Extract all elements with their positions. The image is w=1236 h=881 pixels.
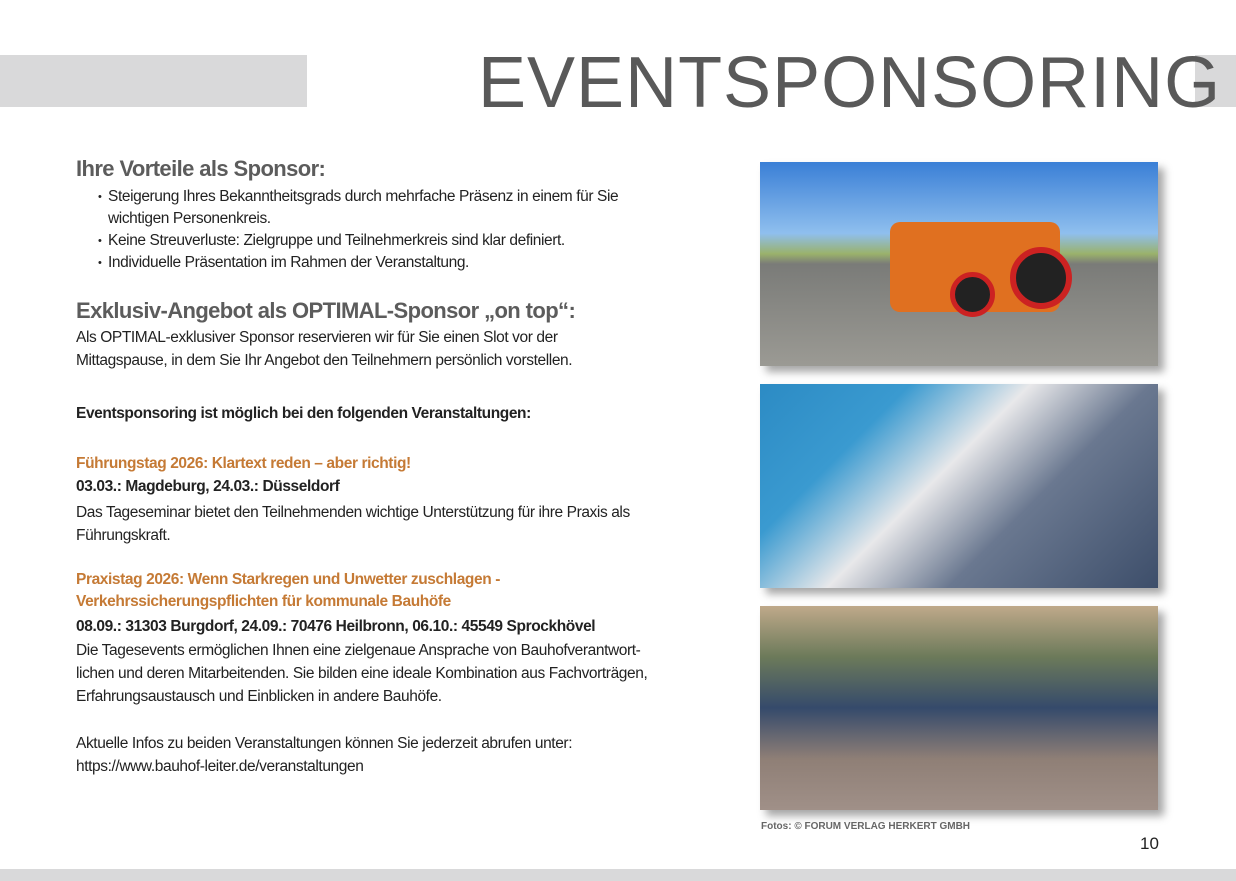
event-dates: 03.03.: Magdeburg, 24.03.: Düsseldorf bbox=[76, 478, 340, 495]
event-text: Die Tagesevents ermöglichen Ihnen eine zielgenaue Ansprache von Bauhofverantwort-lichen und deren Mitarbeitenden. Sie bilden eine ideale Kombination aus Fachvorträgen, Erfahrungsaustausch und Einblicken in andere Bauhöfe. bbox=[76, 642, 648, 705]
header-bar-left bbox=[0, 55, 307, 107]
benefits-list bbox=[76, 186, 696, 274]
event-text: Das Tageseminar bietet den Teilnehmenden wichtige Unterstützung für ihre Praxis als Führungskraft. bbox=[76, 504, 630, 544]
tractor-wheel bbox=[1010, 247, 1072, 309]
exclusive-text: Als OPTIMAL-exklusiver Sponsor reservieren wir für Sie einen Slot vor der Mittagspause, in dem Sie Ihr Angebot den Teilnehmern persönlich vorstellen. bbox=[76, 329, 573, 369]
page-title: EVENTSPONSORING bbox=[478, 43, 1222, 123]
photo-tractor bbox=[760, 162, 1158, 366]
event-dates: 08.09.: 31303 Burgdorf, 24.09.: 70476 Heilbronn, 06.10.: 45549 Sprockhövel bbox=[76, 618, 596, 635]
info-link[interactable]: https://www.bauhof-leiter.de/veranstaltungen bbox=[76, 758, 364, 775]
list-item: • Steigerung Ihres Bekanntheitsgrads durch mehrfache Präsenz in einem für Sie wichtigen Personenkreis. bbox=[98, 186, 628, 230]
list-item: • Keine Streuverluste: Zielgruppe und Teilnehmerkreis sind klar definiert. bbox=[98, 230, 696, 252]
event-title: Praxistag 2026: Wenn Starkregen und Unwetter zuschlagen - Verkehrssicherungspflichten für kommunale Bauhöfe bbox=[76, 571, 500, 610]
event-2 bbox=[76, 569, 696, 708]
benefits-heading: Ihre Vorteile als Sponsor: bbox=[76, 156, 326, 181]
tractor-wheel bbox=[950, 272, 995, 317]
page-number: 10 bbox=[1140, 834, 1159, 853]
photo-group-table bbox=[760, 384, 1158, 588]
event-title: Führungstag 2026: Klartext reden – aber richtig! bbox=[76, 455, 411, 472]
main-text-column bbox=[76, 156, 696, 778]
photo-outdoor-demo bbox=[760, 606, 1158, 810]
events-intro: Eventsponsoring ist möglich bei den folgenden Veranstaltungen: bbox=[76, 405, 531, 422]
event-1 bbox=[76, 453, 696, 547]
footer-bar bbox=[0, 869, 1236, 881]
list-item: • Individuelle Präsentation im Rahmen der Veranstaltung. bbox=[98, 252, 696, 274]
info-text: Aktuelle Infos zu beiden Veranstaltungen können Sie jederzeit abrufen unter: bbox=[76, 735, 573, 752]
photo-credit: Fotos: © FORUM VERLAG HERKERT GMBH bbox=[761, 821, 971, 832]
exclusive-heading: Exklusiv-Angebot als OPTIMAL-Sponsor „on top“: bbox=[76, 298, 576, 323]
